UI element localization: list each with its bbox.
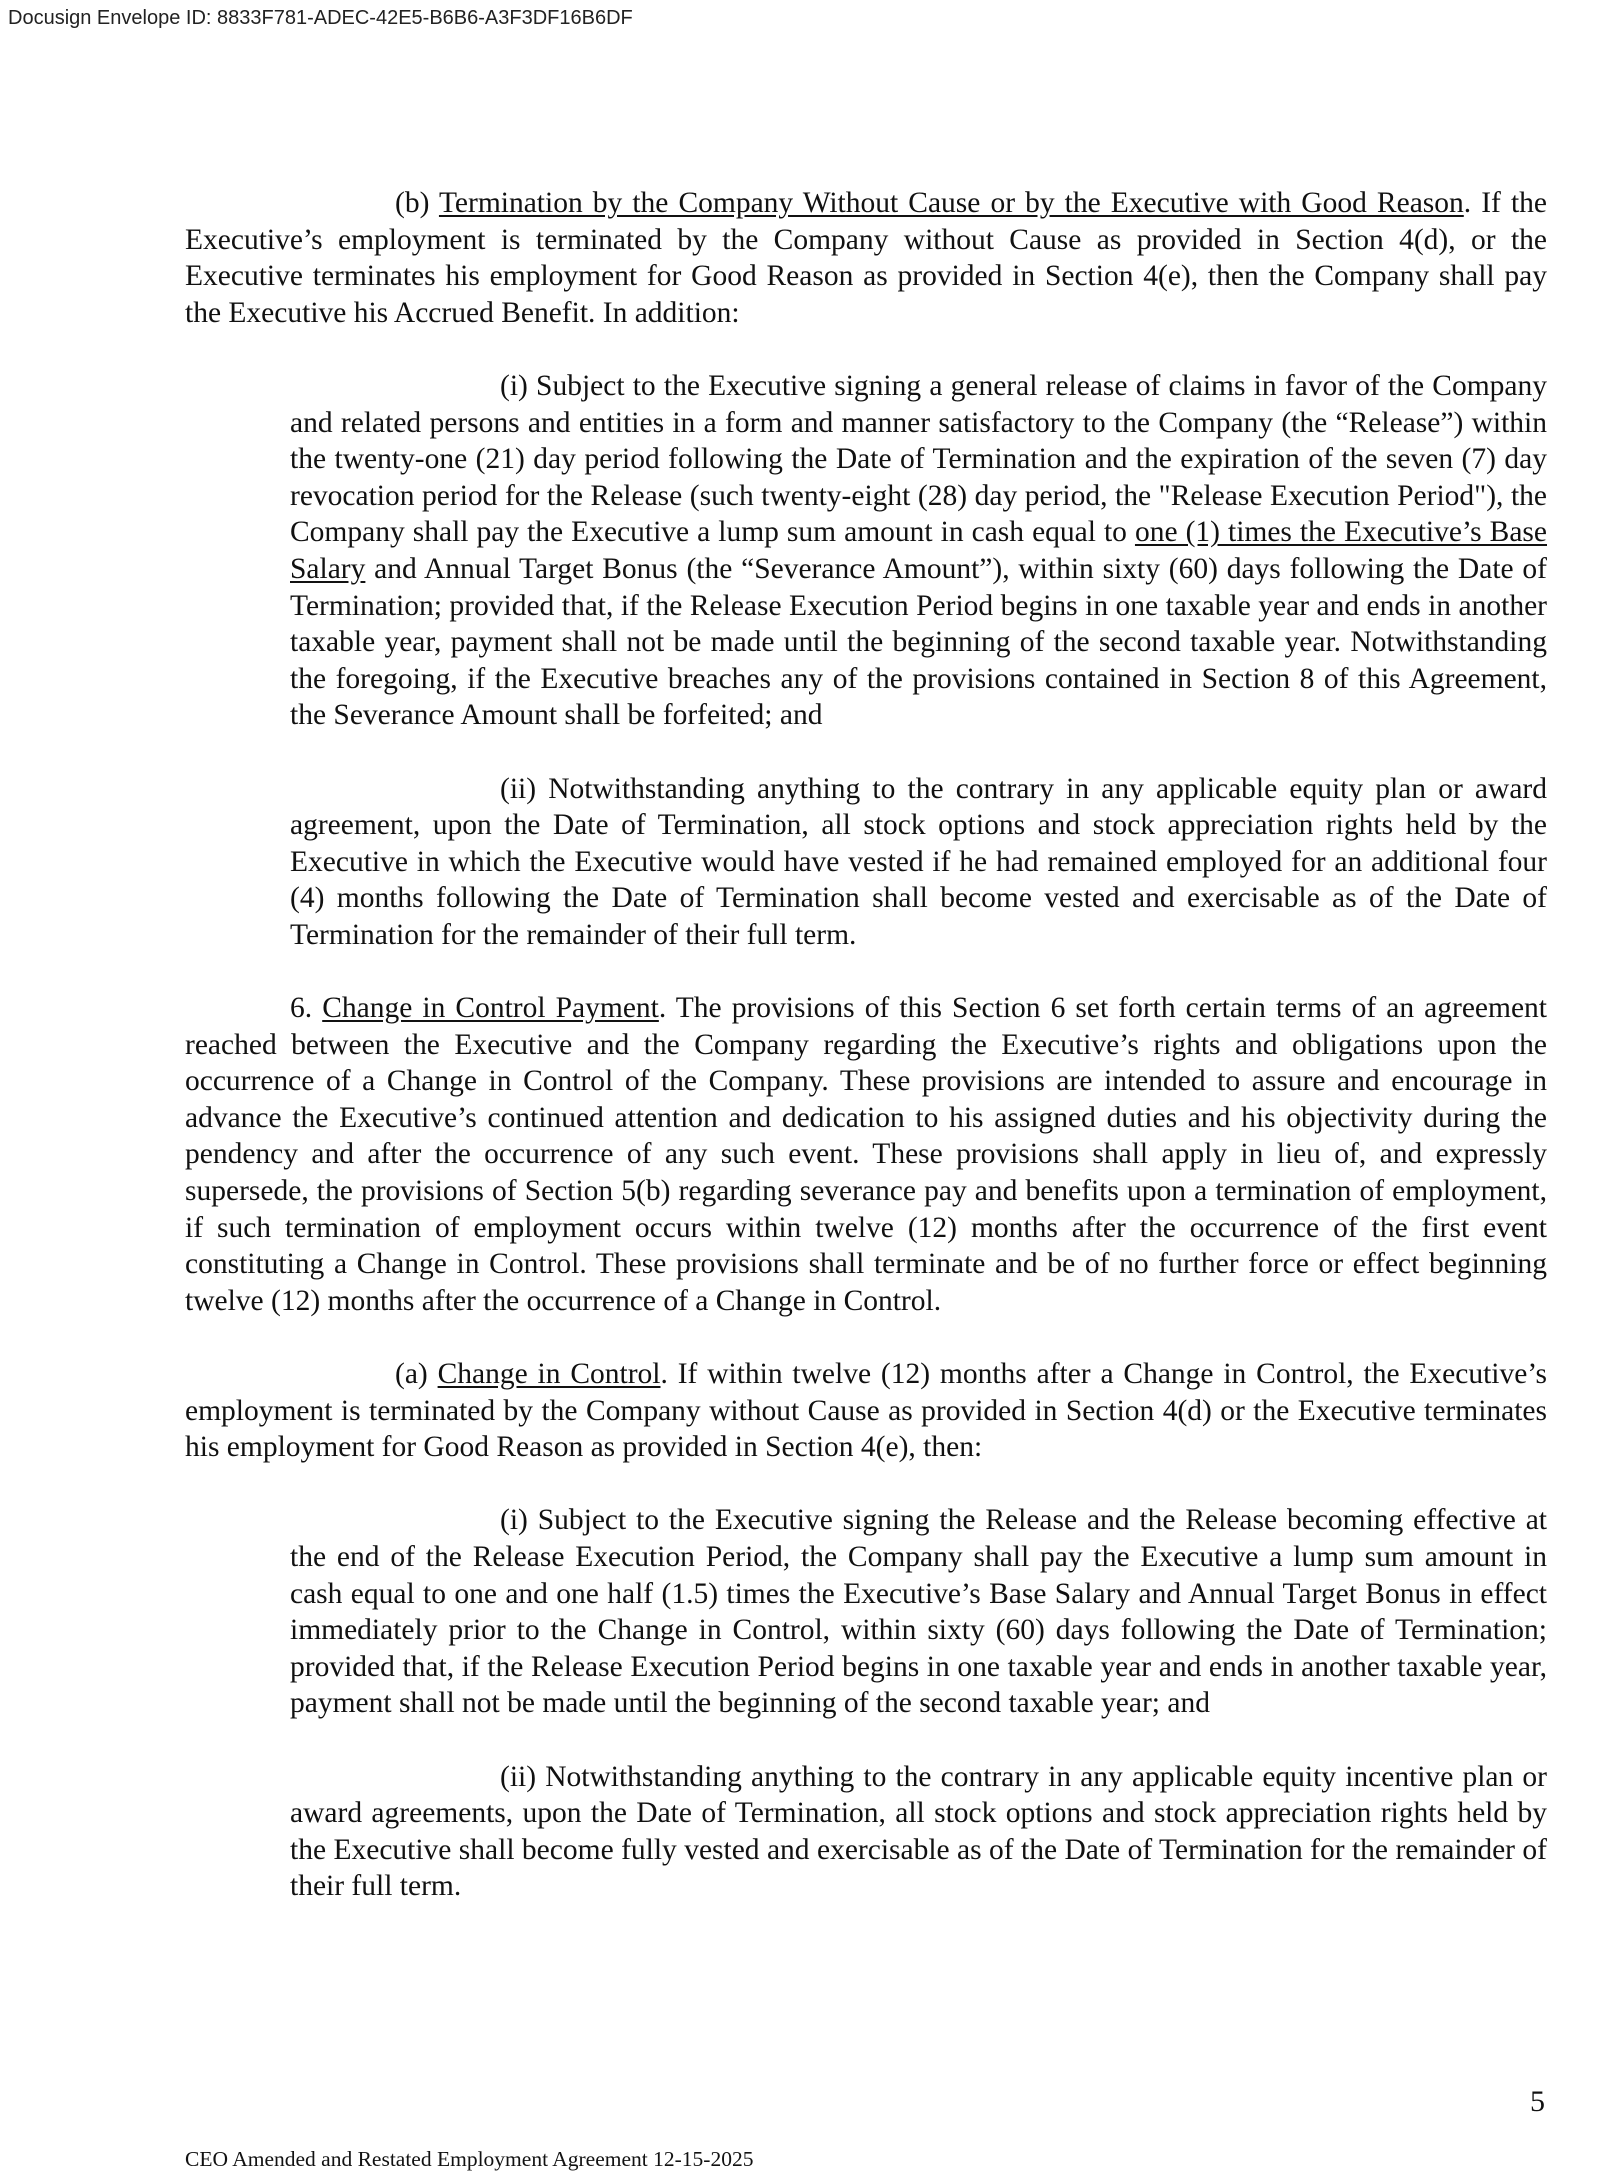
- section-6a-ii: [290, 1759, 1547, 1905]
- section-5b-i-text-a: (i) Subject to the Executive signing a general release of claims in favor of the Company and related persons and entities in a form and manner satisfactory to the Company (the “Release”) within the twenty-one (21) day period following the Date of Termination and the expiration of the seven (7) day revocation period for the Release (such twenty-eight (28) day period, the "Release Execution Period"), the Company shall pay the Executive a lump sum amount in cash equal to: [290, 369, 1547, 549]
- section-6a: [185, 1356, 1547, 1466]
- section-6a-text: . If within twelve (12) months after a Change in Control, the Executive’s employment is terminated by the Company without Cause as provided in Section 4(d) or the Executive terminates his employment for Good Reason as provided in Section 4(e), then:: [185, 1358, 1547, 1464]
- section-5b-i: [290, 368, 1547, 734]
- section-5b-i-text-b: and Annual Target Bonus (the “Severance Amount”), within sixty (60) days following the Date of Termination; provided that, if the Release Execution Period begins in one taxable year and ends in another taxable year, payment shall not be made until the beginning of the second taxable year. Notwithstanding the foregoing, if the Executive breaches any of the provisions contained in Section 8 of this Agreement, the Severance Amount shall be forfeited; and: [290, 552, 1547, 732]
- section-5b: [185, 185, 1547, 331]
- section-6a-ii-text: (ii) Notwithstanding anything to the contrary in any applicable equity incentive plan or award agreements, upon the Date of Termination, all stock options and stock appreciation rights held by the Executive shall become fully vested and exercisable as of the Date of Termination for the remainder of their full term.: [290, 1760, 1547, 1903]
- section-6-number: 6.: [290, 992, 323, 1025]
- page-number: 5: [1530, 2085, 1545, 2118]
- section-5b-i-underlined: one (1) times the Executive’s Base Salary: [290, 516, 1547, 585]
- section-5b-ii: [290, 771, 1547, 954]
- document-body: [185, 185, 1547, 1942]
- section-5b-text: . If the Executive’s employment is terminated by the Company without Cause as provided in Section 4(d), or the Executive terminates his employment for Good Reason as provided in Section 4(e), then the Company shall pay the Executive his Accrued Benefit. In addition:: [185, 187, 1547, 329]
- section-6-text: . The provisions of this Section 6 set forth certain terms of an agreement reached between the Executive and the Company regarding the Executive’s rights and obligations upon the occurrence of a Change in Control of the Company. These provisions are intended to assure and encourage in advance the Executive’s continued attention and dedication to his assigned duties and his objectivity during the pendency and after the occurrence of any such event. These provisions shall apply in lieu of, and expressly supersede, the provisions of Section 5(b) regarding severance pay and benefits upon a termination of employment, if such termination of employment occurs within twelve (12) months after the occurrence of the first event constituting a Change in Control. These provisions shall terminate and be of no further force or effect beginning twelve (12) months after the occurrence of a Change in Control.: [185, 992, 1547, 1317]
- section-5b-heading: Termination by the Company Without Cause or by the Executive with Good Reason: [438, 187, 1464, 219]
- section-6a-number: (a): [395, 1358, 438, 1390]
- section-6: [185, 990, 1547, 1319]
- section-6a-heading: Change in Control: [437, 1358, 661, 1390]
- section-5b-ii-text: (ii) Notwithstanding anything to the contrary in any applicable equity plan or award agreement, upon the Date of Termination, all stock options and stock appreciation rights held by the Executive in which the Executive would have vested if he had remained employed for an additional four (4) months following the Date of Termination shall become vested and exercisable as of the Date of Termination for the remainder of their full term.: [290, 772, 1547, 951]
- footer-title: CEO Amended and Restated Employment Agreement 12-15-2025: [185, 2147, 754, 2171]
- section-6a-i-text: (i) Subject to the Executive signing the Release and the Release becoming effective at the end of the Release Execution Period, the Company shall pay the Executive a lump sum amount in cash equal to one and one half (1.5) times the Executive’s Base Salary and Annual Target Bonus in effect immediately prior to the Change in Control, within sixty (60) days following the Date of Termination; provided that, if the Release Execution Period begins in one taxable year and ends in another taxable year, payment shall not be made until the beginning of the second taxable year; and: [290, 1504, 1547, 1720]
- envelope-id: Docusign Envelope ID: 8833F781-ADEC-42E5-B6B6-A3F3DF16B6DF: [8, 7, 633, 29]
- section-6a-i: [290, 1502, 1547, 1722]
- section-6-heading: Change in Control Payment: [322, 992, 659, 1025]
- section-5b-number: (b): [395, 187, 439, 219]
